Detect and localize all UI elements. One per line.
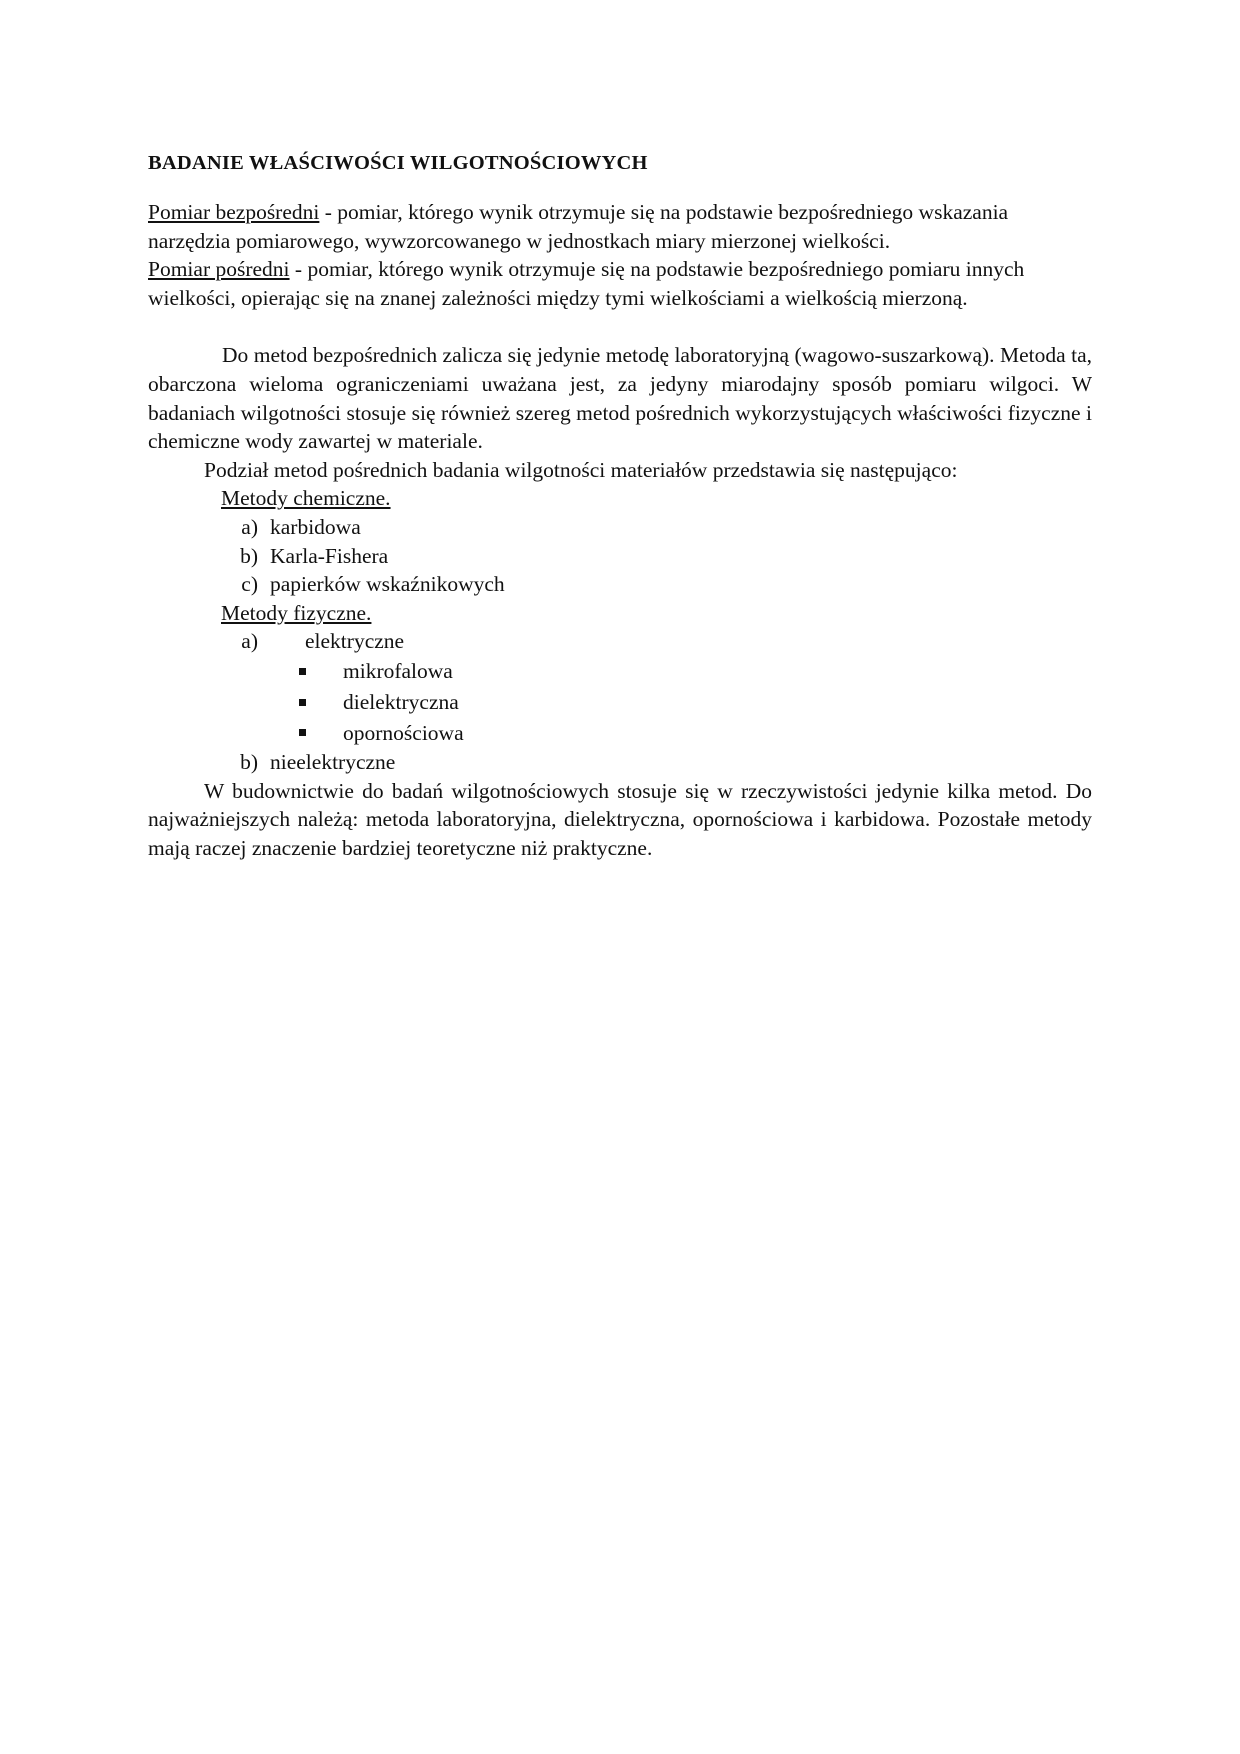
square-bullet-icon xyxy=(299,687,309,718)
paragraph-direct-methods: Do metod bezpośrednich zalicza się jedynie metodę laboratoryjną (wagowo-suszarkową). Metoda ta, obarczona wieloma ograniczeniami uważana jest, za jedyny miarodajny sposób pomiaru wilgoci. W badaniach wilgotności stosuje się również szereg metod pośrednich wykorzystujących właściwości fizyczne i chemiczne wody zawartej w materiale. xyxy=(148,343,1092,454)
square-bullet-icon xyxy=(299,656,309,687)
definition-text: - pomiar, którego wynik otrzymuje się na podstawie bezpośredniego wskazania narzędzia pomiarowego, wywzorcowanego w jednostkach miary mierzonej wielkości. xyxy=(148,200,1009,253)
physical-methods-heading xyxy=(148,599,1092,628)
bullet-item xyxy=(148,656,1092,687)
bullet-item xyxy=(148,687,1092,718)
list-item xyxy=(148,513,1092,542)
list-item-text: Karla-Fishera xyxy=(270,543,389,568)
definition-text: - pomiar, którego wynik otrzymuje się na podstawie bezpośredniego pomiaru innych wielkości, opierając się na znanej zależności między tymi wielkościami a wielkością mierzoną. xyxy=(148,257,1025,310)
list-item xyxy=(148,570,1092,599)
square-bullet-icon xyxy=(299,718,309,749)
bullet-item-text: dielektryczna xyxy=(343,689,459,714)
definition-term: Pomiar bezpośredni xyxy=(148,200,320,224)
bullet-item-text: mikrofalowa xyxy=(343,658,453,683)
list-marker: a) xyxy=(241,514,258,539)
list-item xyxy=(148,627,1092,656)
list-marker: a) xyxy=(241,629,258,654)
document-body xyxy=(148,150,1092,863)
bullet-item-text: opornościowa xyxy=(343,720,464,745)
list-item xyxy=(148,748,1092,777)
definition-direct xyxy=(148,198,1092,255)
list-marker: c) xyxy=(241,572,258,597)
document-title: BADANIE WŁAŚCIWOŚCI WILGOTNOŚCIOWYCH xyxy=(148,152,648,174)
spacer xyxy=(148,312,1092,341)
chemical-methods-heading-text: Metody chemiczne. xyxy=(221,486,391,511)
list-marker: b) xyxy=(240,750,258,775)
definition-term: Pomiar pośredni xyxy=(148,257,290,282)
bullet-item xyxy=(148,718,1092,749)
list-item-text: elektryczne xyxy=(305,629,405,654)
list-marker: b) xyxy=(240,543,258,568)
paragraph-indirect-intro: Podział metod pośrednich badania wilgotności materiałów przedstawia się następująco: xyxy=(204,457,958,482)
list-item xyxy=(148,542,1092,571)
paragraph-construction-methods: W budownictwie do badań wilgotnościowych stosuje się w rzeczywistości jedynie kilka metod. Do najważniejszych należą: metoda laboratoryjna, dielektryczna, opornościowa i karbidowa. Pozostałe metody mają raczej znaczenie bardziej teoretyczne niż praktyczne. xyxy=(148,778,1092,861)
list-item-text: karbidowa xyxy=(270,514,361,539)
physical-methods-heading-text: Metody fizyczne. xyxy=(221,600,372,625)
chemical-methods-heading xyxy=(148,484,1092,513)
list-item-text: papierków wskaźnikowych xyxy=(270,572,505,597)
list-item-text: nieelektryczne xyxy=(270,750,396,775)
definition-indirect xyxy=(148,255,1092,312)
